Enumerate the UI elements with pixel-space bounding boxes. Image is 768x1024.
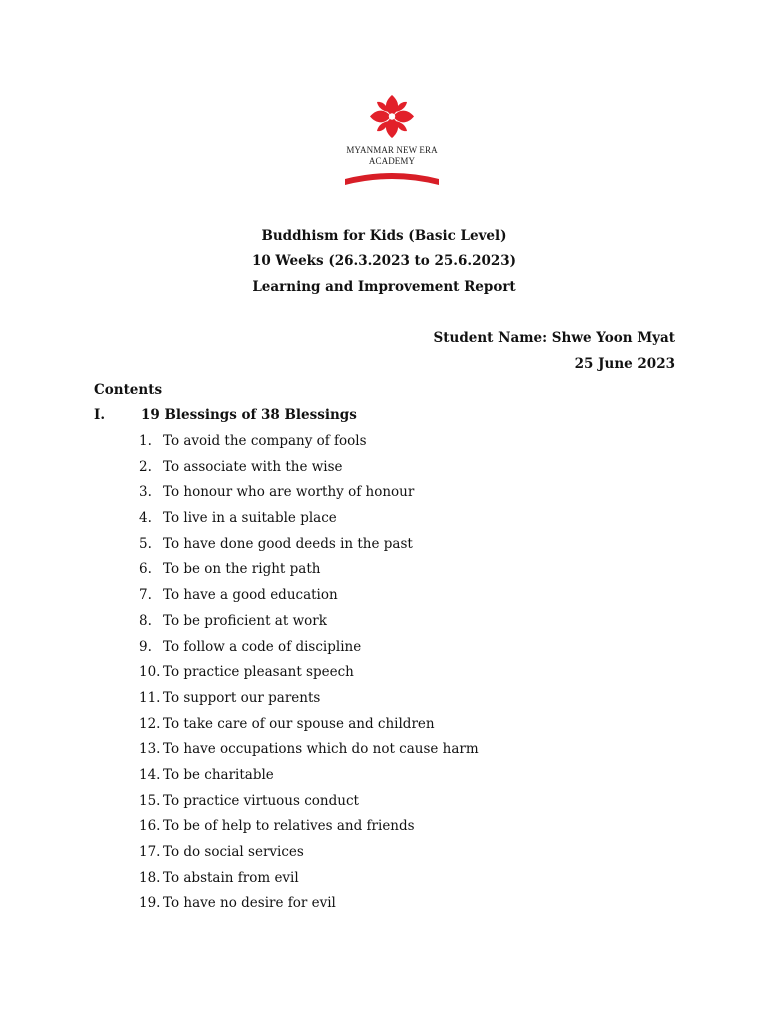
list-item — [139, 690, 479, 716]
list-item-text: To have a good education — [163, 587, 338, 604]
list-item-text: To be charitable — [163, 766, 274, 783]
list-item-number: 4. — [139, 510, 152, 527]
list-item-number: 13. — [139, 741, 161, 758]
list-item — [139, 459, 479, 485]
list-item-text: To be of help to relatives and friends — [163, 818, 415, 835]
list-item-number: 6. — [139, 561, 152, 578]
list-item-number: 15. — [139, 792, 161, 809]
list-item-text: To have done good deeds in the past — [163, 535, 413, 552]
list-item — [139, 664, 479, 690]
list-item — [139, 587, 479, 613]
tagline-ribbon — [345, 173, 439, 185]
list-item — [139, 716, 479, 742]
section-title: 19 Blessings of 38 Blessings — [141, 407, 357, 423]
list-item-number: 9. — [139, 638, 152, 655]
student-name: Student Name: Shwe Yoon Myat — [433, 330, 675, 346]
list-item-text: To take care of our spouse and children — [163, 715, 435, 732]
list-item — [139, 613, 479, 639]
list-item — [139, 510, 479, 536]
list-item-number: 7. — [139, 587, 152, 604]
list-item-text: To follow a code of discipline — [163, 638, 362, 655]
report-duration: 10 Weeks (26.3.2023 to 25.6.2023) — [251, 253, 517, 269]
list-item — [139, 561, 479, 587]
list-item-text: To honour who are worthy of honour — [163, 484, 415, 501]
list-item — [139, 818, 479, 844]
list-item — [139, 844, 479, 870]
list-item-text: To be proficient at work — [163, 612, 327, 629]
contents-heading: Contents — [94, 382, 163, 398]
report-course-title: Buddhism for Kids (Basic Level) — [261, 228, 507, 244]
list-item — [139, 536, 479, 562]
list-item-number: 5. — [139, 535, 152, 552]
list-item-text: To practice pleasant speech — [163, 664, 354, 681]
list-item-text: To practice virtuous conduct — [163, 792, 359, 809]
list-item-text: To abstain from evil — [163, 869, 299, 886]
blessings-list — [139, 433, 479, 921]
list-item-text: To associate with the wise — [163, 458, 343, 475]
list-item-text: To do social services — [163, 844, 304, 860]
list-item — [139, 793, 479, 819]
academy-logo — [333, 92, 451, 190]
logo-name-line1: MYANMAR NEW ERA — [346, 145, 438, 155]
lotus-emblem-icon — [333, 92, 451, 190]
list-item-number: 3. — [139, 484, 152, 501]
list-item-number: 10. — [139, 664, 161, 681]
list-item-number: 17. — [139, 844, 161, 860]
list-item-number: 19. — [139, 895, 161, 912]
list-item-text: To have occupations which do not cause harm — [163, 741, 479, 758]
list-item-text: To support our parents — [163, 689, 321, 706]
report-date: 25 June 2023 — [574, 356, 675, 372]
list-item — [139, 741, 479, 767]
report-type: Learning and Improvement Report — [252, 279, 516, 295]
list-item — [139, 484, 479, 510]
list-item — [139, 895, 479, 921]
list-item-text: To live in a suitable place — [163, 510, 337, 527]
list-item-text: To be on the right path — [163, 561, 321, 578]
list-item — [139, 767, 479, 793]
list-item — [139, 639, 479, 665]
list-item — [139, 433, 479, 459]
list-item-number: 18. — [139, 869, 161, 886]
list-item-number: 8. — [139, 612, 152, 629]
list-item-number: 2. — [139, 458, 152, 475]
list-item-number: 14. — [139, 766, 161, 783]
list-item-number: 11. — [139, 689, 161, 706]
section-number: I. — [94, 407, 106, 423]
list-item-text: To avoid the company of fools — [163, 433, 367, 449]
list-item-number: 12. — [139, 715, 161, 732]
logo-name-line2: ACADEMY — [368, 156, 416, 166]
list-item-text: To have no desire for evil — [163, 895, 336, 912]
list-item-number: 16. — [139, 818, 161, 835]
list-item — [139, 870, 479, 896]
list-item-number: 1. — [139, 433, 152, 449]
